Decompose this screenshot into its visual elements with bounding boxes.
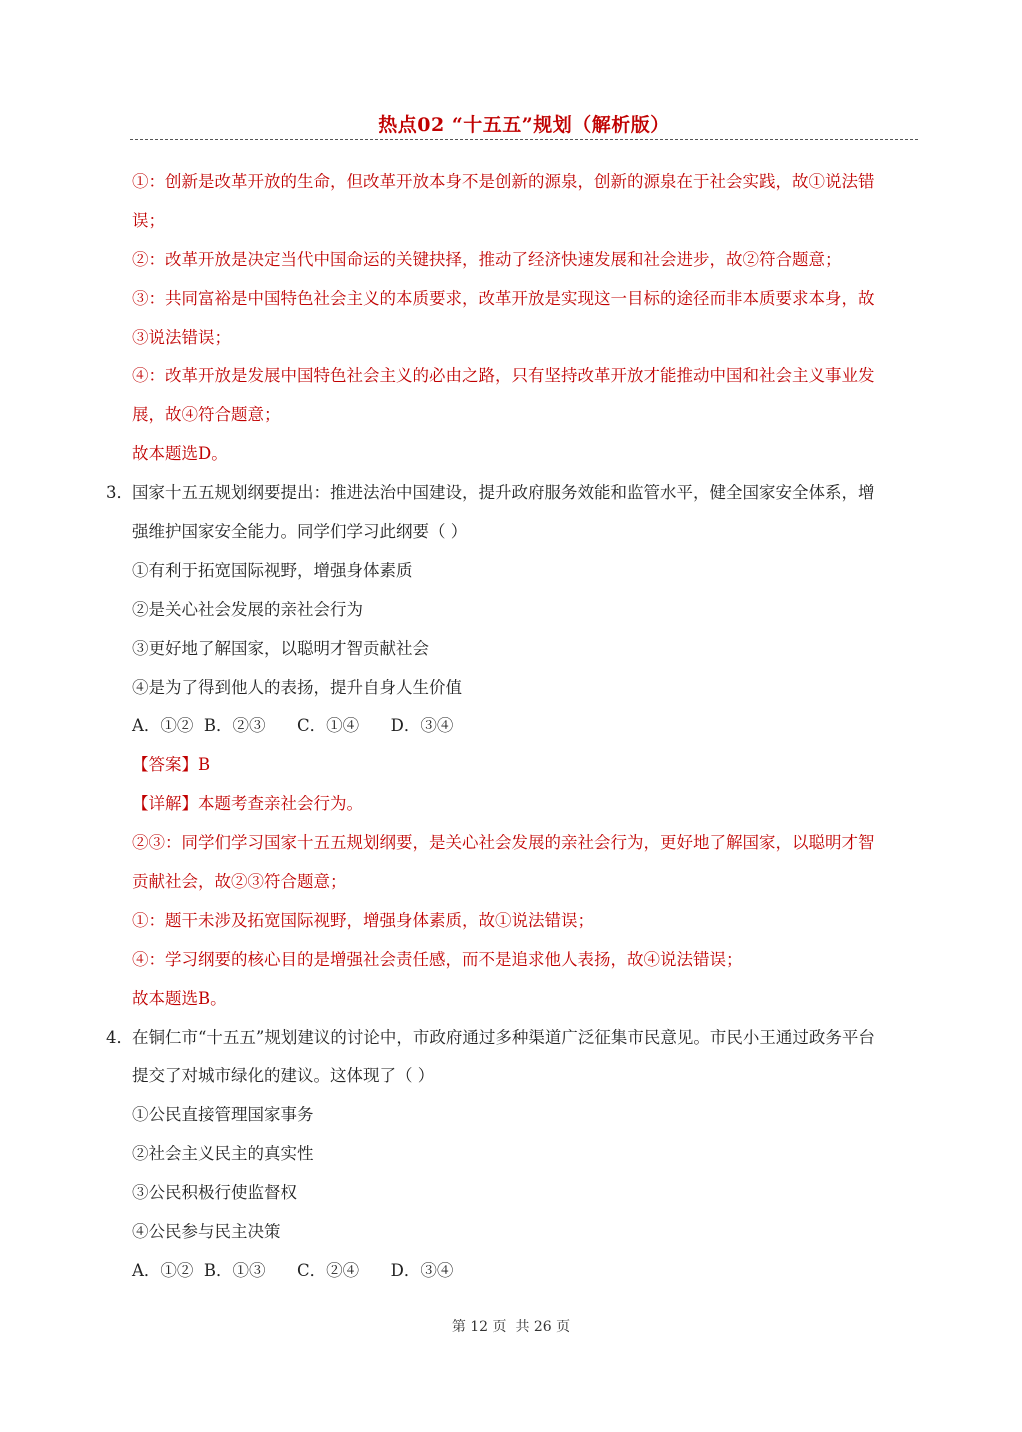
question-3-options: A．①② B．②③ C．①④ D．③④	[132, 716, 454, 736]
header-divider	[130, 139, 918, 140]
question-3-item-2: ②是关心社会发展的亲社会行为	[132, 599, 363, 619]
question-4-stem-text: 在铜仁市“十五五”规划建议的讨论中，市政府通过多种渠道广泛征集市民意见。市民小王通过政务平台	[132, 1027, 875, 1047]
question-4-item-2: ②社会主义民主的真实性	[132, 1144, 314, 1164]
question-3-item-4: ④是为了得到他人的表扬，提升自身人生价值	[132, 677, 462, 697]
question-3-explanation: ②③：同学们学习国家十五五规划纲要，是关心社会发展的亲社会行为，更好地了解国家，以聪明才智	[132, 833, 875, 853]
question-4-item-3: ③公民积极行使监督权	[132, 1183, 297, 1203]
page-header-title: 热点02 “十五五”规划（解析版）	[378, 114, 670, 136]
question-4-stem-cont: 提交了对城市绿化的建议。这体现了（ ）	[132, 1066, 435, 1086]
page-footer: 第 12 页 共 26 页	[451, 1319, 571, 1335]
question-3-explanation: ①：题干未涉及拓宽国际视野，增强身体素质，故①说法错误；	[132, 910, 594, 930]
explanation-conclusion: 故本题选D。	[132, 444, 228, 464]
question-3-item-1: ①有利于拓宽国际视野，增强身体素质	[132, 560, 413, 580]
explanation-line: 展，故④符合题意；	[132, 405, 281, 425]
question-3-explanation: 【详解】本题考查亲社会行为。	[132, 794, 363, 814]
question-3-stem-text: 国家十五五规划纲要提出：推进法治中国建设，提升政府服务效能和监管水平，健全国家安全体系，增	[132, 483, 875, 503]
explanation-line: ④：改革开放是发展中国特色社会主义的必由之路，只有坚持改革开放才能推动中国和社会主义事业发	[132, 366, 875, 386]
question-3-stem-cont: 强维护国家安全能力。同学们学习此纲要（ ）	[132, 522, 468, 542]
question-4-item-4: ④公民参与民主决策	[132, 1222, 281, 1242]
question-3-stem	[106, 474, 918, 513]
question-3-answer: 【答案】B	[132, 755, 211, 775]
explanation-line: ①：创新是改革开放的生命，但改革开放本身不是创新的源泉，创新的源泉在于社会实践，故①说法错	[132, 172, 875, 191]
document-body	[106, 163, 918, 1291]
question-3-item-3: ③更好地了解国家，以聪明才智贡献社会	[132, 638, 429, 658]
explanation-line: ③：共同富裕是中国特色社会主义的本质要求，改革开放是实现这一目标的途径而非本质要求本身，故	[132, 288, 875, 308]
question-3-explanation: 贡献社会，故②③符合题意；	[132, 872, 347, 892]
question-4-options: A．①② B．①③ C．②④ D．③④	[132, 1260, 454, 1280]
question-3-conclusion: 故本题选B。	[132, 988, 227, 1008]
question-4-stem	[106, 1019, 918, 1058]
question-4-number: 4．	[106, 1027, 133, 1047]
question-4-item-1: ①公民直接管理国家事务	[132, 1105, 314, 1125]
explanation-line: ③说法错误；	[132, 327, 231, 347]
question-3-explanation: ④：学习纲要的核心目的是增强社会责任感，而不是追求他人表扬，故④说法错误；	[132, 949, 743, 969]
explanation-line: ②：改革开放是决定当代中国命运的关键抉择，推动了经济快速发展和社会进步，故②符合题意；	[132, 249, 842, 269]
question-3-number: 3．	[106, 483, 133, 503]
explanation-line: 误；	[132, 210, 165, 230]
